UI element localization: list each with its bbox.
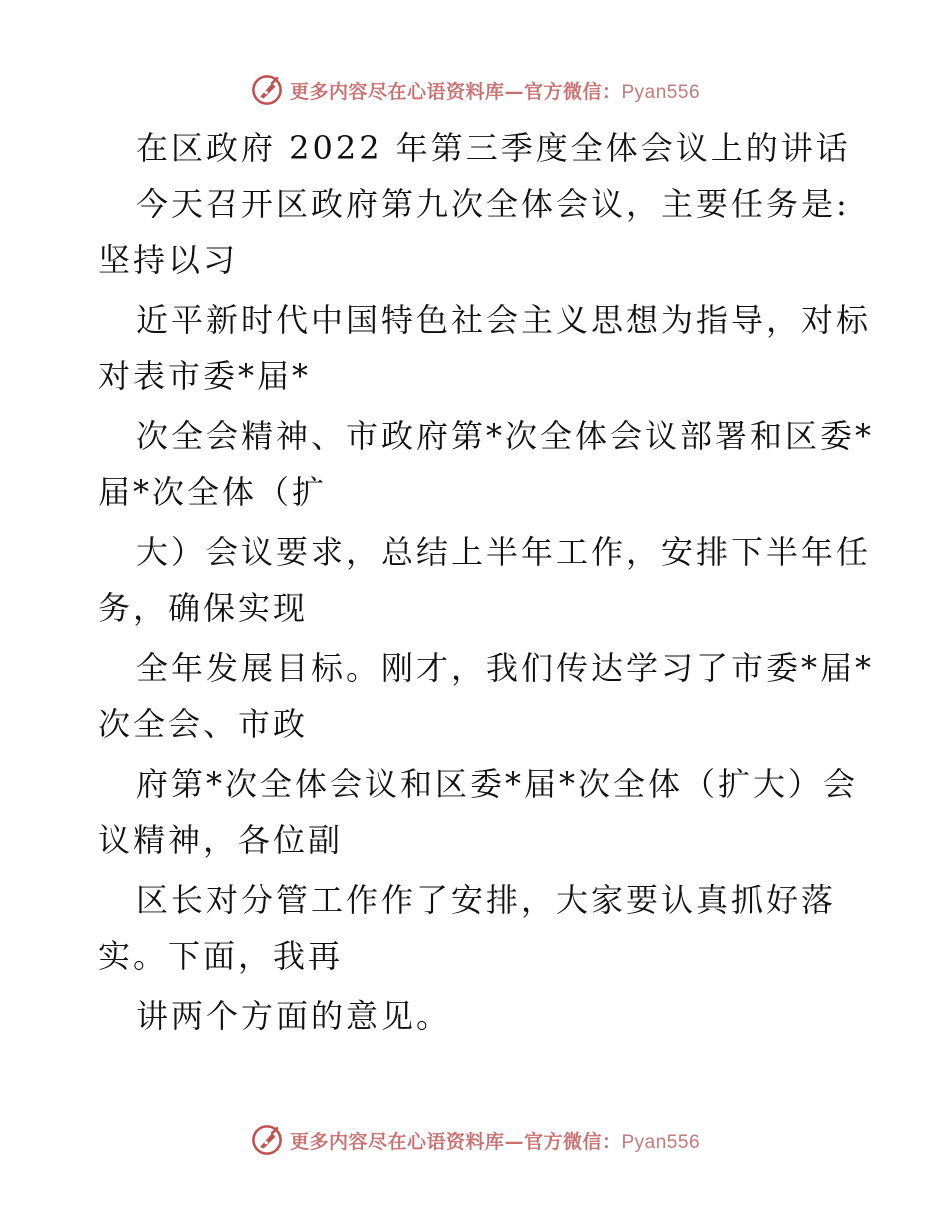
watermark-text: 更多内容尽在心语资料库—官方微信：Pyan556 — [289, 1130, 701, 1153]
paragraph-line: 议精神，各位副 — [98, 821, 344, 859]
document-body — [98, 120, 878, 1044]
paragraph-line: 区长对分管工作作了安排，大家要认真抓好落 — [136, 881, 837, 919]
paragraph-line: 届*次全体（扩 — [98, 473, 328, 511]
document-title: 在区政府 2022 年第三季度全体会议上的讲话 — [136, 129, 851, 167]
paragraph-line: 全年发展目标。刚才，我们传达学习了市委*届* — [136, 649, 875, 687]
paragraph-line: 实。下面，我再 — [98, 937, 344, 975]
paragraph-line: 次全会精神、市政府第*次全体会议部署和区委* — [136, 417, 875, 455]
paragraph-line: 今天召开区政府第九次全体会议，主要任务是: — [136, 185, 850, 223]
paragraph-line: 务，确保实现 — [98, 589, 309, 627]
paragraph-line: 讲两个方面的意见。 — [136, 997, 452, 1035]
paragraph-line: 次全会、市政 — [98, 705, 309, 743]
paragraph-line: 大）会议要求，总结上半年工作，安排下半年任 — [136, 533, 872, 571]
footer-watermark — [0, 1120, 950, 1160]
paragraph-line: 府第*次全体会议和区委*届*次全体（扩大）会 — [136, 765, 859, 803]
paragraph-line: 坚持以习 — [98, 241, 239, 279]
paragraph-line: 对表市委*届* — [98, 357, 312, 395]
header-watermark — [0, 70, 950, 110]
pen-nib-logo-icon — [250, 73, 284, 107]
pen-nib-logo-icon — [250, 1123, 284, 1157]
watermark-text: 更多内容尽在心语资料库—官方微信：Pyan556 — [289, 80, 701, 103]
paragraph-line: 近平新时代中国特色社会主义思想为指导，对标 — [136, 301, 872, 339]
